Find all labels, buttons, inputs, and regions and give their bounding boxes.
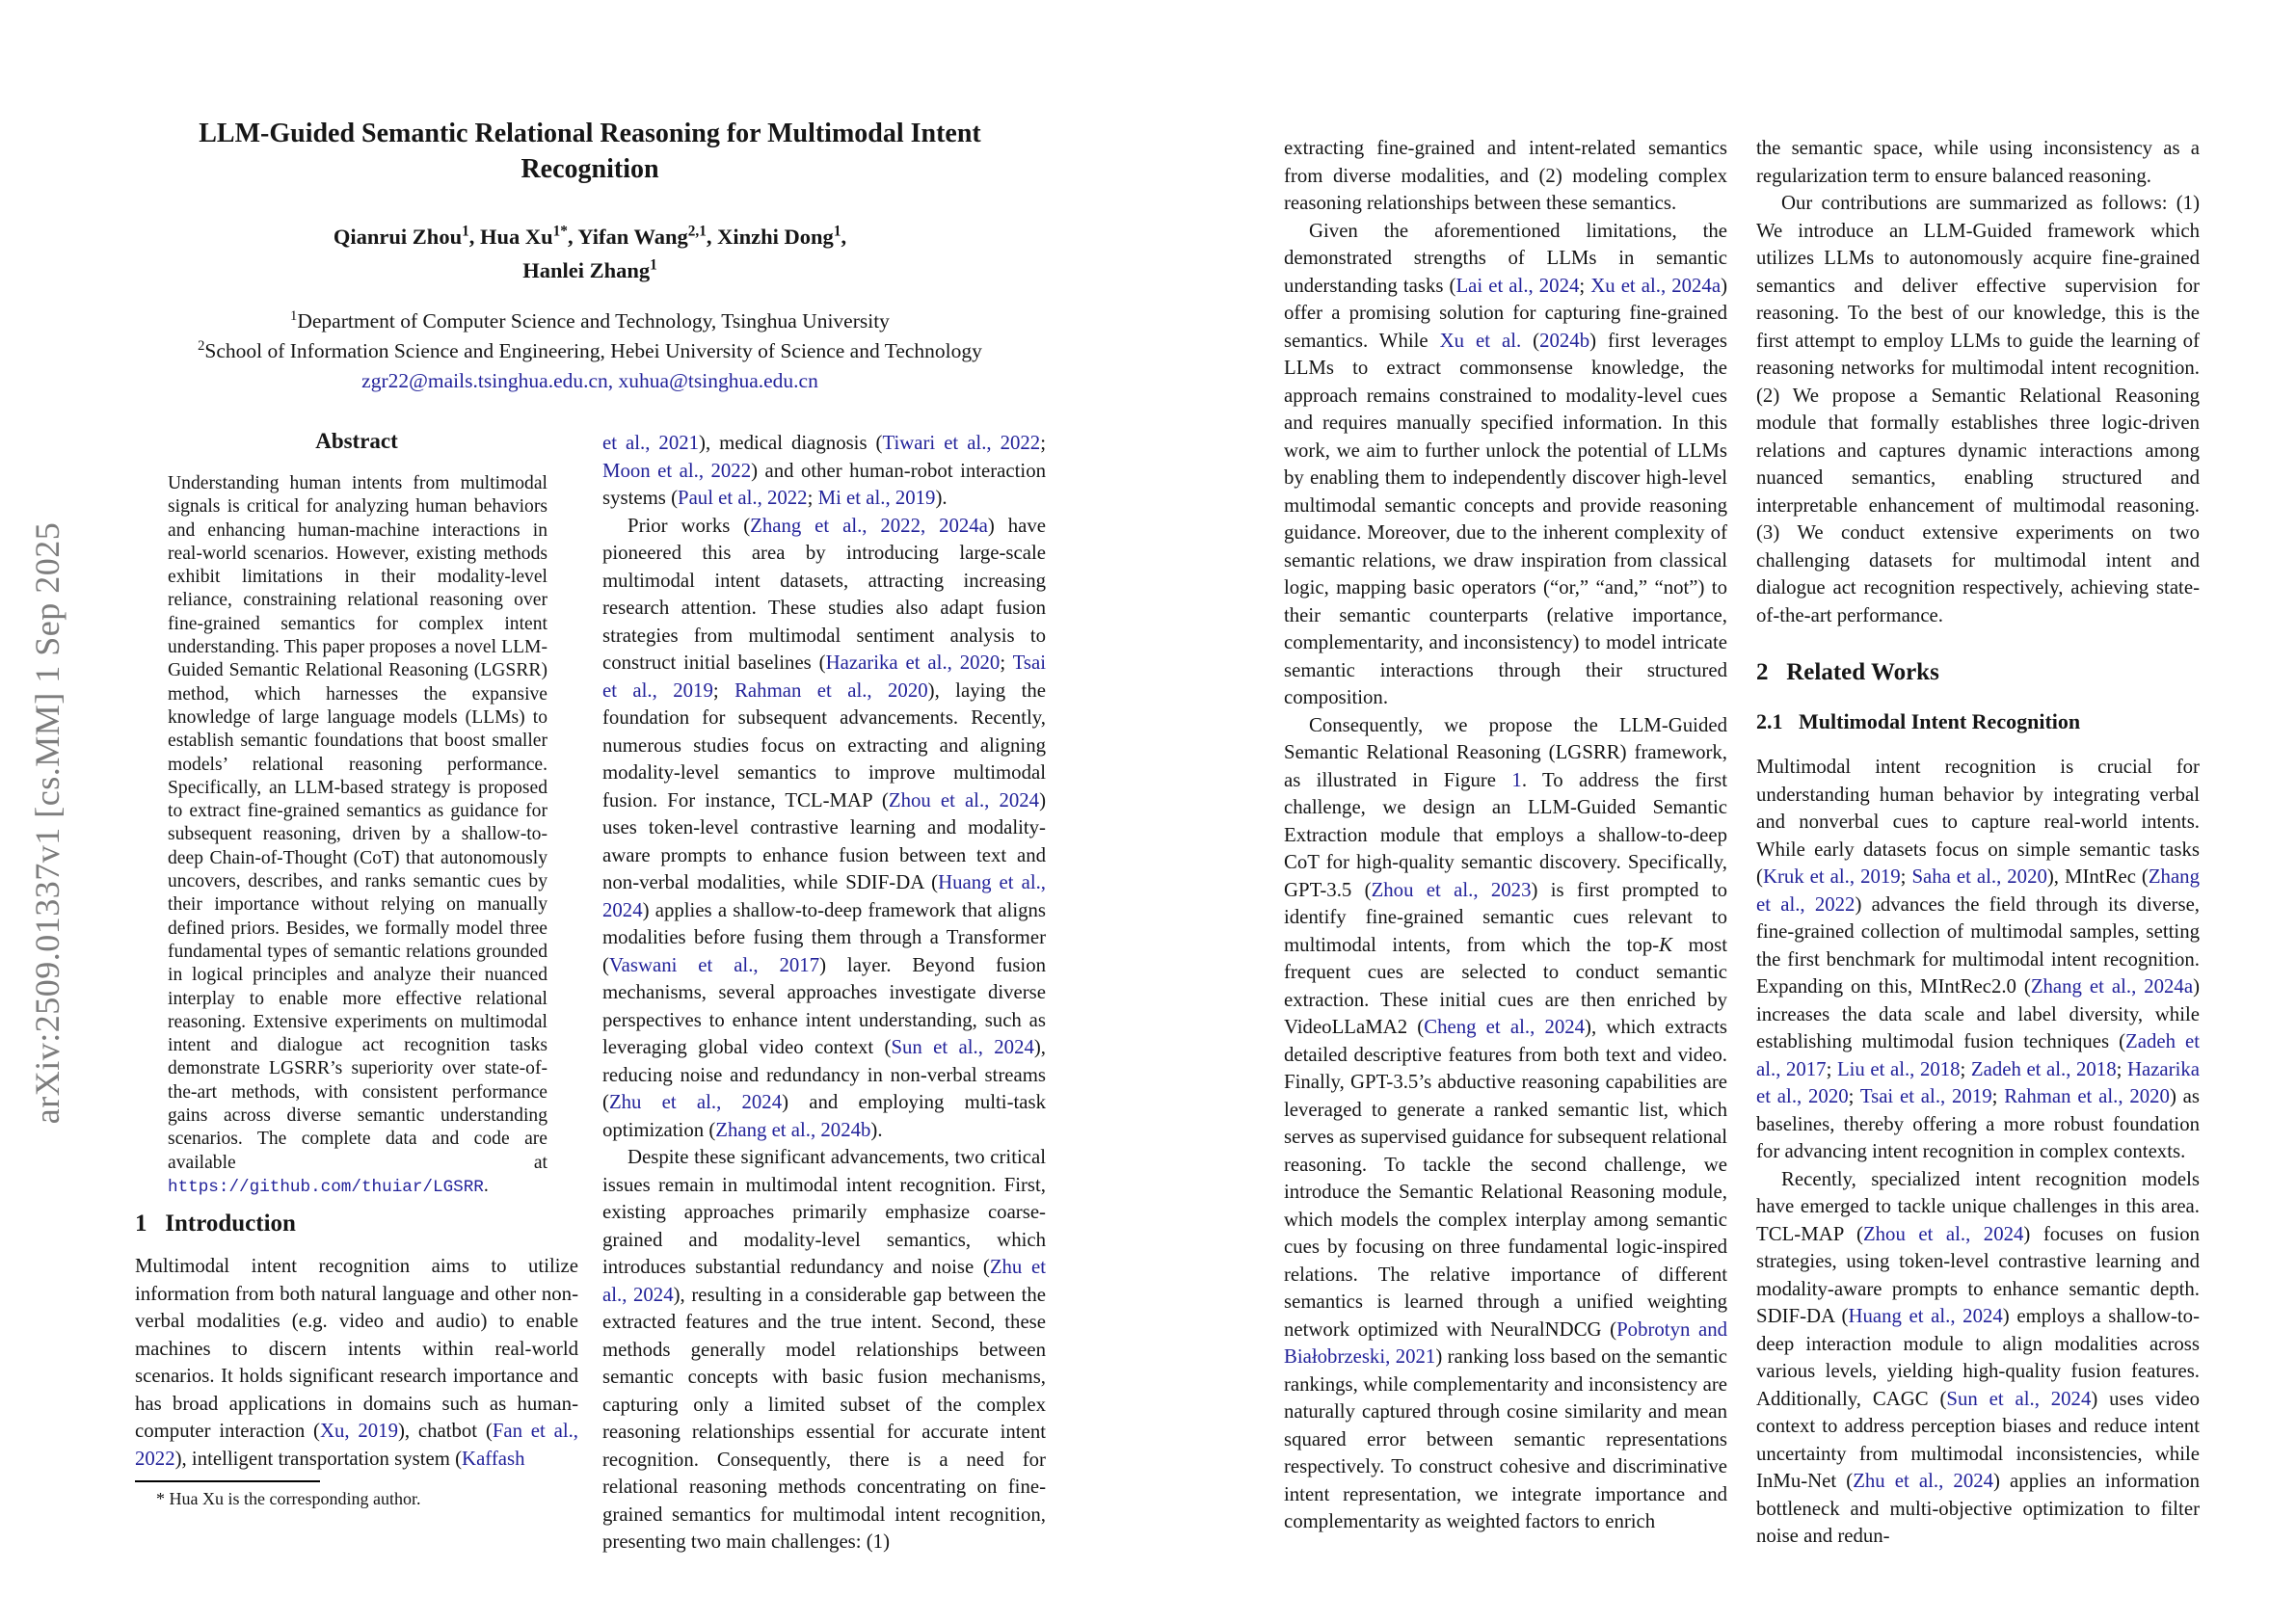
paragraph: Multimodal intent recognition is crucial for understanding human behavior by integrating verbal and nonverbal cues to capture real-world intents. While early datasets focus on simple semantic tasks (Kruk et al., 2019; Saha et al., 2020), MIntRec (Zhang et al., 2022) advances the field through its diverse, fine-grained collection of multimodal samples, setting the first benchmark for multimodal intent recognition. Expanding on this, MIntRec2.0 (Zhang et al., 2024a) increases the data scale and label diversity, while establishing multimodal fusion techniques (Zadeh et al., 2017; Liu et al., 2018; Zadeh et al., 2018; Hazarika et al., 2020; Tsai et al., 2019; Rahman et al., 2020) as baselines, thereby offering a more robust foundation for advancing intent recognition in complex contexts. [1756,756,2201,1162]
authors-line-2: Hanlei Zhang$^1$ [522,256,657,282]
citation-link[interactable]: Rahman et al., 2020 [2004,1085,2170,1107]
citation-link[interactable]: Zhang et al., 2022 [1756,865,2200,916]
paragraph: Given the aforementioned limitations, the demonstrated strengths of LLMs in semantic understanding tasks (Lai et al., 2024; Xu et al., 2024a) offer a promising solution for capturing fine-grained semantics. While Xu et al. (2024b) first leverages LLMs to extract commonsense knowledge, the approach remains constrained to modality-level cues and requires manually specified information. In this work, we aim to further unlock the potential of LLMs by enabling them to independently discover high-level multimodal semantic concepts and provide reasoning guidance. Moreover, due to the inherent complexity of semantic relations, we draw inspiration from classical logic, mapping basic operators (“or,” “and,” “not”) to their semantic counterparts (relative importance, complementarity, and inconsistency) to model intricate semantic interactions through their structured composition. [1284,219,1728,708]
section-2-heading: 2 Related Works [1756,659,1939,685]
citation-link[interactable]: Vaswani et al., 2017 [608,953,820,976]
citation-link[interactable]: Paul et al., 2022 [678,487,808,509]
citation-link[interactable]: Kaffash [462,1447,525,1470]
citation-link[interactable]: Sun et al., 2024 [1946,1387,2092,1410]
footnote [135,1480,578,1509]
section-2-1-heading: 2.1 Multimodal Intent Recognition [1756,709,2081,733]
paper-title [137,116,1043,187]
citation-link[interactable]: Zhou et al., 2024 [1862,1222,2024,1245]
authors-block [137,220,1043,287]
citation-link[interactable]: Xu, 2019 [319,1420,398,1442]
citation-link[interactable]: Hazarika et al., 2020 [1756,1057,2200,1107]
citation-link[interactable]: Tsai et al., 2019 [1859,1085,1992,1107]
paragraph: the semantic space, while using inconsistency as a regularization term to ensure balanced reasoning. [1756,137,2200,187]
introduction-column-1 [135,1253,578,1473]
paragraph: extracting fine-grained and intent-related semantics from diverse modalities, and (2) modeling complex reasoning relationships between these semantics. [1284,137,1727,214]
introduction-column-2 [602,430,1046,1556]
citation-link[interactable]: Moon et al., 2022 [602,459,752,482]
citation-link[interactable]: Zhang et al., 2024b [715,1118,871,1141]
section-1-heading: 1 Introduction [135,1211,296,1237]
affiliation-line-2: $^2$School of Information Science and Engineering, Hebei University of Science and Technology [198,337,982,362]
citation-link[interactable]: Zhou et al., 2023 [1371,878,1532,901]
paper-title-line2: Recognition [521,154,659,184]
citation-link[interactable]: Zadeh et al., 2018 [1970,1057,2117,1080]
citation-link[interactable]: Huang et al., 2024 [602,871,1046,921]
footnote-rule [135,1480,320,1482]
citation-link[interactable]: Zhang et al., 2024a [2030,975,2194,998]
citation-link[interactable]: Zhu et al., 2024 [602,1256,1046,1306]
citation-link[interactable]: Saha et al., 2020 [1911,865,2047,888]
right-page-column-2 [1756,135,2200,1551]
abstract-text: Understanding human intents from multimodal signals is critical for analyzing human behaviors and enhancing human-machine interactions in real-world scenarios. However, existing methods exhibit limitations in their modality-level reliance, constraining relational reasoning over fine-grained semantics for complex intent understanding. This paper proposes a novel LLM-Guided Semantic Relational Reasoning (LGSRR) method, which harnesses the expansive knowledge of large language models (LLMs) to establish semantic foundations that boost smaller models’ relational reasoning performance. Specifically, an LLM-based strategy is proposed to extract fine-grained semantics as guidance for subsequent reasoning, driven by a shallow-to-deep Chain-of-Thought (CoT) that autonomously uncovers, describes, and ranks semantic cues by their importance without relying on manually defined priors. Besides, we formally model three fundamental types of semantic relations grounded in logical principles and analyze their nuanced interplay to enable more effective relational reasoning. Extensive experiments on multimodal intent and dialogue act recognition tasks demonstrate LGSRR’s superiority over state-of-the-art methods, with consistent performance gains across diverse semantic understanding scenarios. The complete data and code are available at https://github.com/thuiar/LGSRR. [168,473,547,1197]
citation-link[interactable]: Zhu et al., 2024 [1853,1470,1994,1492]
authors-line-1: Qianrui Zhou$^1$, Hua $Xu^{1*}$, Yifan Wang$^{2,1}$, Xinzhi Dong$^1$, [333,223,847,249]
paragraph: Multimodal intent recognition aims to utilize information from both natural language and other non-verbal modalities (e.g. video and audio) to enable machines to discern intents within real-world scenarios. It holds significant research importance and has broad applications in domains such as human-computer interaction (Xu, 2019), chatbot (Fan et al., 2022), intelligent transportation system (Kaffash [135,1255,578,1470]
right-page-column-1 [1284,135,1727,1536]
citation-link[interactable]: Pobrotyn and Białobrzeski, 2021 [1284,1317,1727,1368]
footnote-text: * Hua Xu is the corresponding author. [156,1489,421,1508]
citation-link[interactable]: Liu et al., 2018 [1836,1057,1961,1080]
related-works-paragraphs [1756,754,2200,1551]
citation-link[interactable]: Xu et al., 2024a [1590,274,1722,297]
citation-link[interactable]: Sun et al., 2024 [891,1036,1034,1058]
email-line[interactable]: zgr22@mails.tsinghua.edu.cn, xuhua@tsinghua.edu.cn [361,369,818,392]
affiliation-line-1: $^1$Department of Computer Science and Technology, Tsinghua University [290,307,890,333]
citation-link[interactable]: et al., 2021 [602,432,700,454]
paragraph: et al., 2021), medical diagnosis (Tiwari et al., 2022; Moon et al., 2022) and other human-robot interaction systems (Paul et al., 2022; Mi et al., 2019). [602,432,1046,509]
citation-link[interactable]: Lai et al., 2024 [1455,274,1580,297]
paper-title-line1: LLM-Guided Semantic Relational Reasoning for Multimodal Intent [199,119,981,148]
paragraph: Recently, specialized intent recognition models have emerged to tackle unique challenges in this area. TCL-MAP (Zhou et al., 2024) focuses on fusion strategies, using token-level contrastive learning and modality-aware prompts to enhance semantic depth. SDIF-DA (Huang et al., 2024) employs a shallow-to-deep interaction module to align modalities across various levels, yielding high-quality fusion features. Additionally, CAGC (Sun et al., 2024) uses video context to address perception biases and reduce intent uncertainty from multimodal inconsistencies, while InMu-Net (Zhu et al., 2024) applies an information bottleneck and multi-objective optimization to filter noise and redun- [1756,1167,2200,1547]
citation-link[interactable]: Zhou et al., 2024 [888,788,1040,812]
paragraph: Our contributions are summarized as follows: (1) We introduce an LLM-Guided framework which utilizes LLMs to autonomously acquire fine-grained semantics and deliver effective supervision for reasoning. To the best of our knowledge, this is the first attempt to employ LLMs to guide the learning of reasoning networks for multimodal intent recognition. (2) We propose a Semantic Relational Reasoning module that formally establishes three logic-driven relations and captures dynamic interactions among nuanced semantics, enabling structured and interpretable enhancement of multimodal reasoning. (3) We conduct extensive experiments on two challenging datasets for multimodal intent and dialogue act recognition respectively, achieving state-of-the-art performance. [1756,192,2200,626]
citation-link[interactable]: Tiwari et al., 2022 [882,432,1041,454]
citation-link[interactable]: Zhang et al., 2022, 2024a [750,514,988,537]
citation-link[interactable]: Zhu et al., 2024 [608,1091,783,1113]
affiliations-block [137,306,1043,396]
citation-link[interactable]: 2024b [1539,329,1590,352]
citation-link[interactable]: Zadeh et al., 2017 [1756,1030,2201,1080]
citation-link[interactable]: Huang et al., 2024 [1848,1305,2003,1327]
citation-link[interactable]: Hazarika et al., 2020 [825,652,1001,674]
paragraph: Prior works (Zhang et al., 2022, 2024a) have pioneered this area by introducing large-scale multimodal intent datasets, attracting increasing research attention. These studies also adapt fusion strategies from multimodal sentiment analysis to construct initial baselines (Hazarika et al., 2020; Tsai et al., 2019; Rahman et al., 2020), laying the foundation for subsequent advancements. Recently, numerous studies focus on extracting and aligning modality-level semantics to improve multimodal fusion. For instance, TCL-MAP (Zhou et al., 2024) uses token-level contrastive learning and modality-aware prompts to enhance fusion between text and non-verbal modalities, while SDIF-DA (Huang et al., 2024) applies a shallow-to-deep framework that aligns modalities before fusing them through a Transformer (Vaswani et al., 2017) layer. Beyond fusion mechanisms, several approaches investigate diverse perspectives to enhance intent understanding, such as leveraging global video context (Sun et al., 2024), reducing noise and redundancy in non-verbal streams (Zhu et al., 2024) and employing multi-task optimization (Zhang et al., 2024b). [602,514,1047,1141]
citation-link[interactable]: Kruk et al., 2019 [1762,865,1901,888]
citation-link[interactable]: 1 [1511,768,1522,791]
citation-link[interactable]: Rahman et al., 2020 [734,678,928,702]
paragraph: Despite these significant advancements, two critical issues remain in multimodal intent recognition. First, existing approaches primarily emphasize coarse-grained and modality-level semantics, which introduces substantial redundancy and noise (Zhu et al., 2024), resulting in a considerable gap between the extracted features and the true intent. Second, these methods generally model relationships between semantic concepts with basic fusion mechanisms, capturing only a limited subset of the complex reasoning relationships essential for accurate intent recognition. Consequently, there is a need for relational reasoning methods concentrating on fine-grained semantics for multimodal intent recognition, presenting two main challenges: (1) [602,1146,1046,1553]
code-repo-link[interactable]: https://github.com/thuiar/LGSRR [168,1177,484,1197]
contributions-paragraphs [1756,135,2200,629]
citation-link[interactable]: Tsai et al., 2019 [602,652,1046,702]
citation-link[interactable]: Fan et al., 2022 [135,1420,578,1470]
citation-link[interactable]: Cheng et al., 2024 [1424,1016,1586,1038]
citation-link[interactable]: Xu et al. [1439,329,1522,352]
abstract-heading: Abstract [315,429,398,453]
citation-link[interactable]: Mi et al., 2019 [817,487,936,509]
arxiv-watermark: arXiv:2509.01337v1 [cs.MM] 1 Sep 2025 [28,521,67,1125]
paragraph: Consequently, we propose the LLM-Guided Semantic Relational Reasoning (LGSRR) framework, as illustrated in Figure 1. To address the first challenge, we design an LLM-Guided Semantic Extraction module that employs a shallow-to-deep CoT for high-quality semantic discovery. Specifically, GPT-3.5 (Zhou et al., 2023) is first prompted to identify fine-grained semantic cues relevant to multimodal intents, from which the top-K most frequent cues are selected to conduct semantic extraction. These initial cues are then enriched by VideoLLaMA2 (Cheng et al., 2024), which extracts detailed descriptive features from both text and video. Finally, GPT-3.5’s abductive reasoning capabilities are leveraged to generate a ranked semantic list, which serves as supervised guidance for subsequent relational reasoning. To tackle the second challenge, we introduce the Semantic Relational Reasoning module, which models the complex interplay among semantic cues by focusing on three fundamental logic-inspired relations. The relative importance of different semantics is learned through a unified weighting network optimized with NeuralNDCG (Pobrotyn and Białobrzeski, 2021) ranking loss based on the semantic rankings, while complementarity and inconsistency are naturally captured through cosine similarity and mean squared error between semantic representations respectively. To construct cohesive and discriminative intent representation, we integrate importance and complementarity as weighted factors to enrich [1284,713,1728,1532]
